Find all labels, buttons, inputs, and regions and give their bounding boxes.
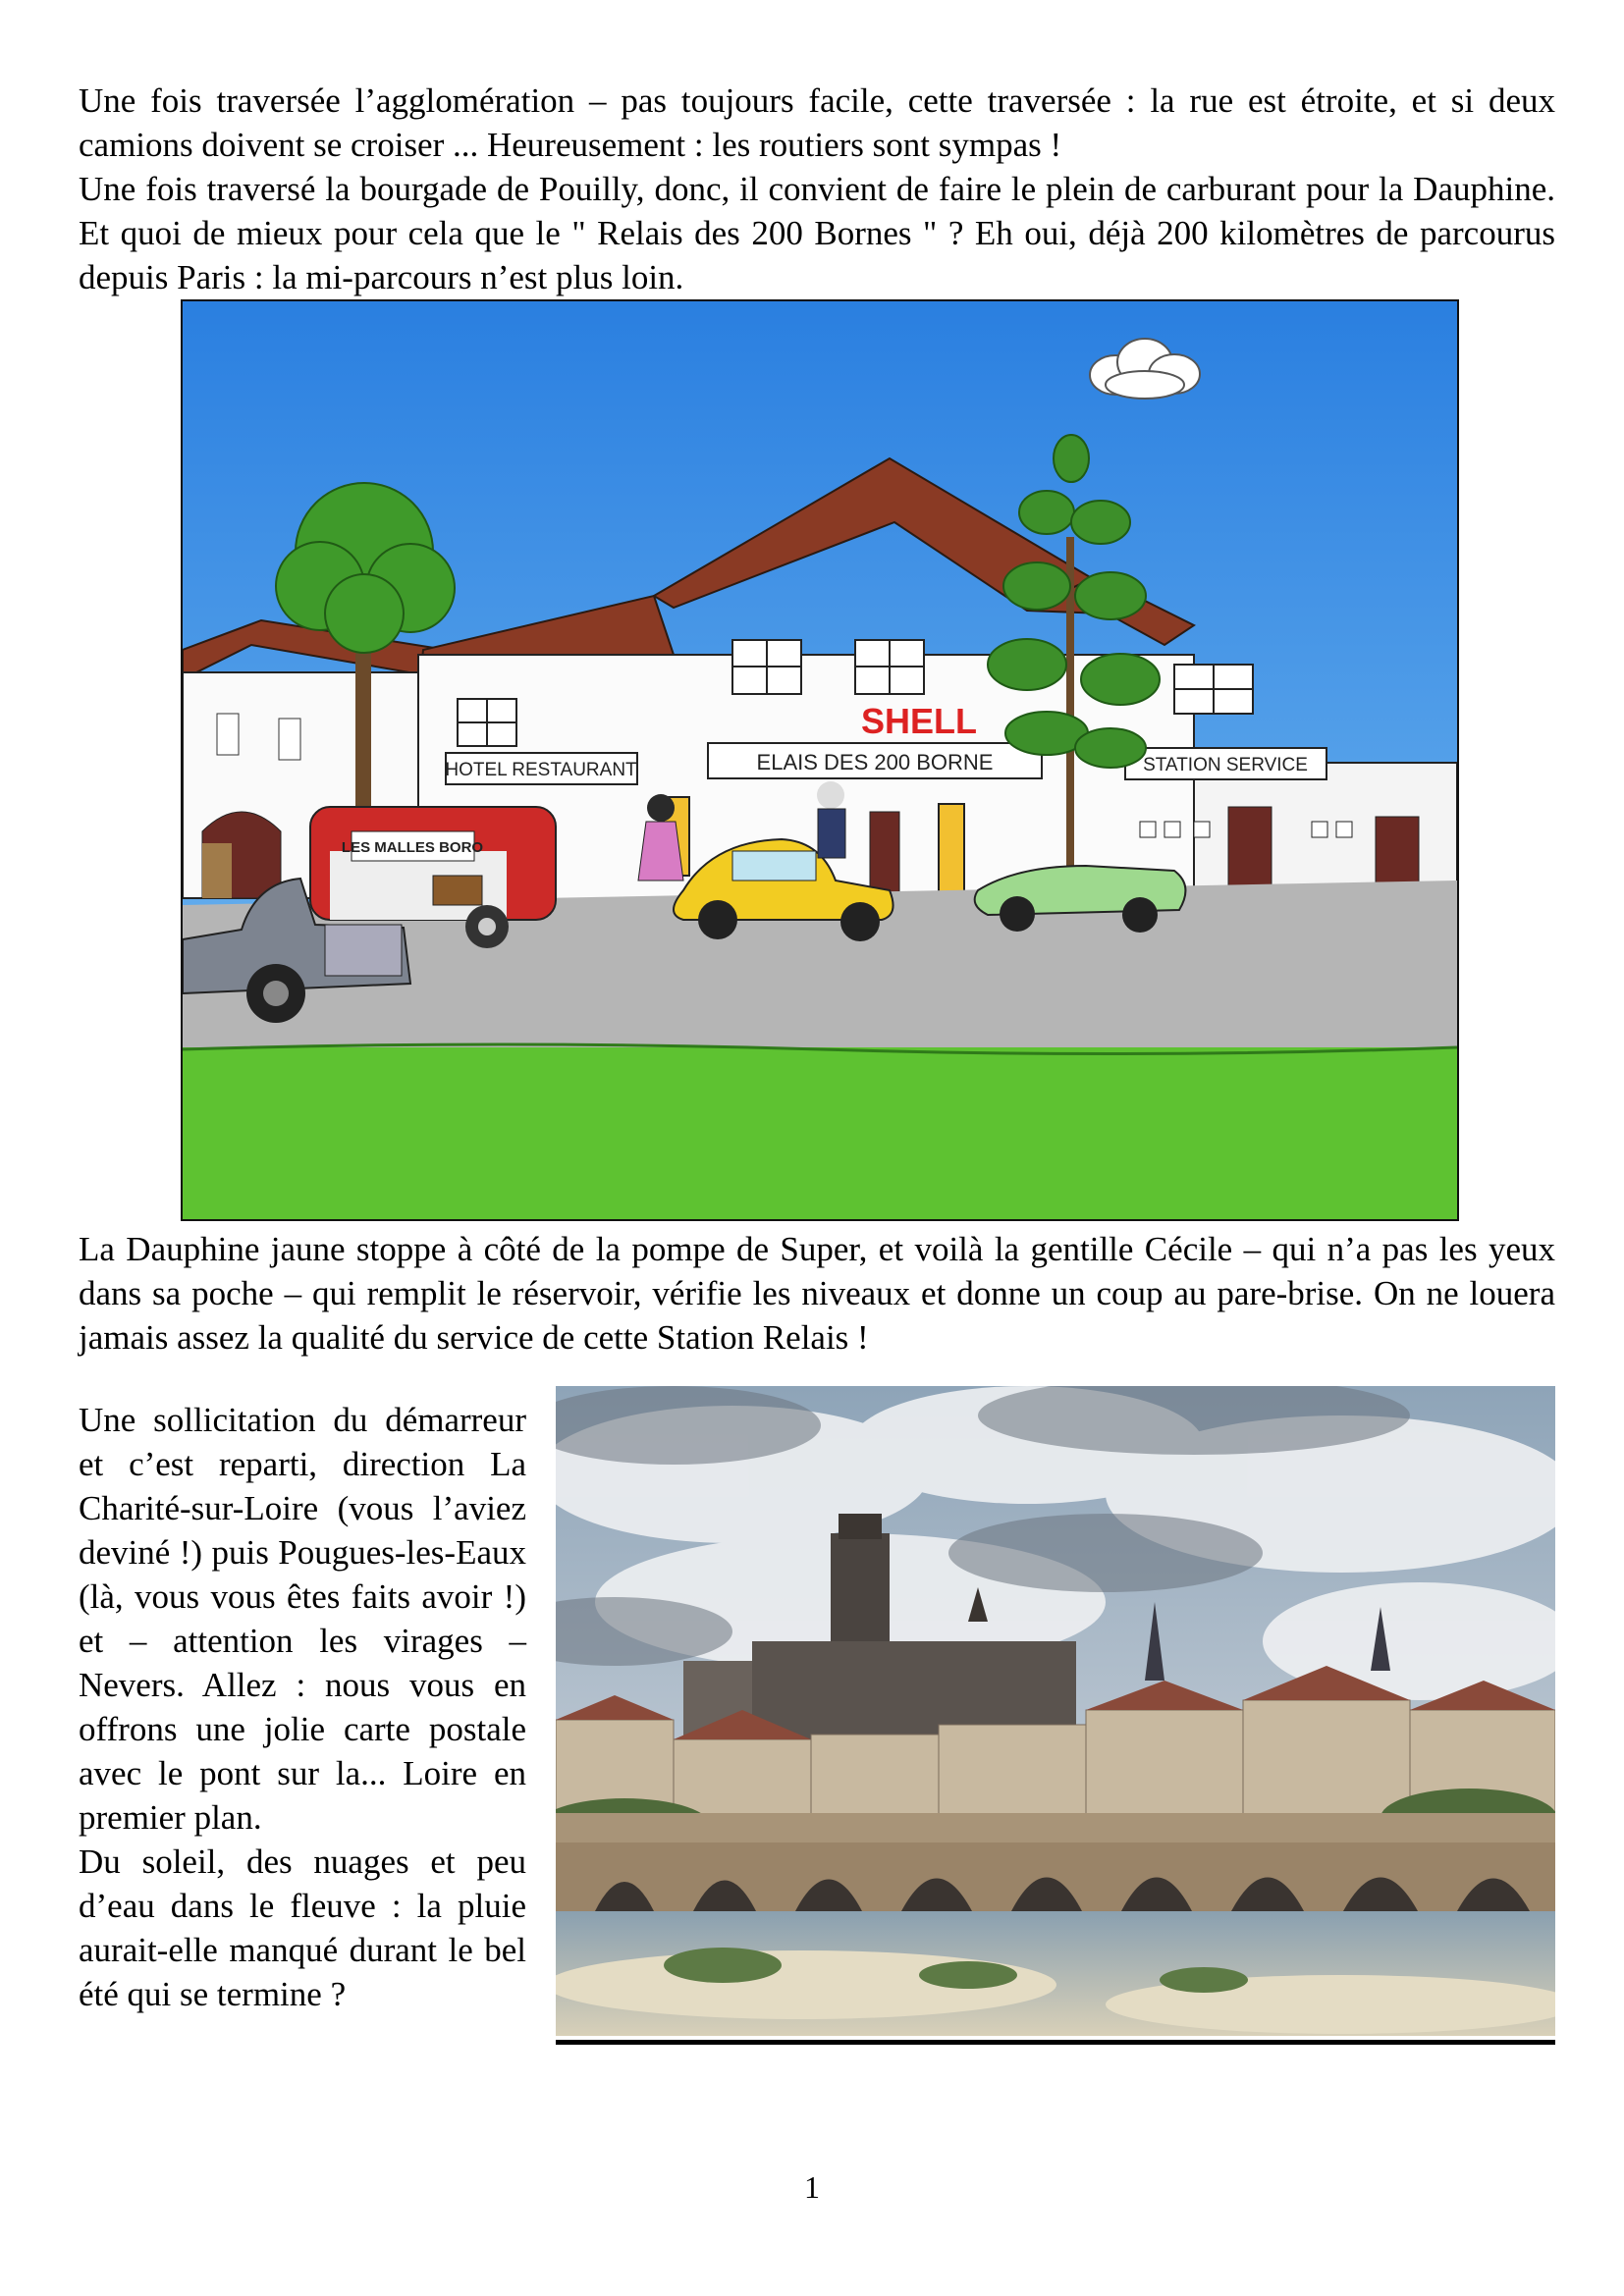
side-paragraph-b: Du soleil, des nuages et peu d’eau dans le fleuve : la pluie aurait-elle manqué durant le bel été qui se termine ? xyxy=(79,1842,526,2013)
illustration-caption: La Dauphine jaune stoppe à côté de la pompe de Super, et voilà la gentille Cécile – qui n’a pas les yeux dans sa poche – qui remplit le réservoir, vérifie les niveaux et donne un coup au pare-brise. On ne louera jamais assez la qualité du service de cette Station Relais ! xyxy=(79,1230,1555,1357)
relais-illustration xyxy=(181,299,1459,1221)
shell-sign: SHELL xyxy=(860,701,978,741)
relais-sign: ELAIS DES 200 BORNE xyxy=(756,750,994,774)
page-number: 1 xyxy=(804,2169,820,2205)
nevers-postcard-photo xyxy=(556,1386,1555,2036)
side-paragraph-a: Une sollicitation du démarreur et c’est reparti, direction La Charité-sur-Loire (vous l’aviez deviné !) puis Pougues-les-Eaux (là, vous vous êtes faits avoir !) et – attention les virages – Nevers. Allez : nous vous en offrons une jolie carte postale avec le pont sur la... Loire en premier plan. xyxy=(79,1401,526,1837)
hotel-restaurant-sign: HOTEL RESTAURANT xyxy=(445,760,637,780)
photo-underline xyxy=(556,2040,1555,2045)
van-sign: LES MALLES BORO xyxy=(341,839,484,856)
intro-paragraph-a: Une fois traversée l’agglomération – pas toujours facile, cette traversée : la rue est étroite, et si deux camions doivent se croiser ... Heureusement : les routiers sont sympas ! xyxy=(79,81,1555,164)
intro-text xyxy=(79,79,1555,299)
intro-paragraph-b: Une fois traversé la bourgade de Pouilly, donc, il convient de faire le plein de carburant pour la Dauphine. Et quoi de mieux pour cela que le " Relais des 200 Bornes " ? Eh oui, déjà 200 kilomètres de parcourus depuis Paris : la mi-parcours n’est plus loin. xyxy=(79,170,1555,296)
station-service-sign: STATION SERVICE xyxy=(1143,755,1308,775)
side-text xyxy=(79,1398,526,2016)
